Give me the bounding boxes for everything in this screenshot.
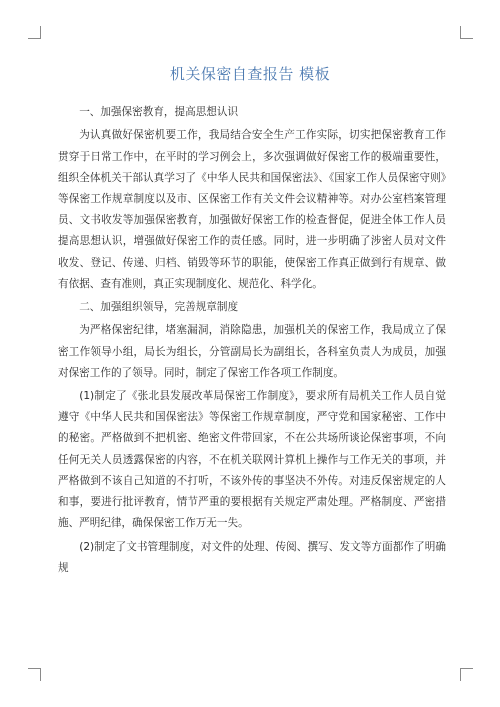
section-heading-2: 二、加强组织领导，完善规章制度 [79, 301, 239, 314]
page-corner-mark-bottom-left [28, 668, 41, 681]
document-body [58, 102, 446, 581]
document-title: 机关保密自查报告 模板 [169, 65, 331, 83]
section-heading-1: 一、加强保密教育，提高思想认识 [79, 106, 239, 118]
paragraph-3: (1)制定了《张北县发展改革局保密工作制度》，要求所有局机关工作人员自觉遵守《中华人民共和国保密法》等保密工作规章制度，严守党和国家秘密、工作中的秘密。严格做到不把机密、绝密文件带回家，不在公共场所谈论保密事项，不向任何无关人员透露保密的内容，不在机关联网计算机上操作与工作无关的事项，并严格做到不该自己知道的不打听，不该外传的事坚决不外传。对违反保密规定的人和事，要进行批评教育，情节严重的要根据有关规定严肃处理。严格制度、严密措施、严明纪律，确保保密工作万无一失。 [58, 390, 446, 530]
page-corner-mark-bottom-right [460, 668, 473, 681]
paragraph-2: 为严格保密纪律，堵塞漏洞，消除隐患，加强机关的保密工作，我局成立了保密工作领导小组，局长为组长，分管副局长为副组长，各科室负责人为成员，加强对保密工作的了领导。同时，制定了保密工作各项工作制度。 [58, 324, 446, 379]
paragraph-1: 为认真做好保密机要工作，我局结合安全生产工作实际，切实把保密教育工作贯穿于日常工作中，在平时的学习例会上，多次强调做好保密工作的极端重要性，组织全体机关干部认真学习了《中华人民共和国保密法》、《国家工作人员保密守则》等保密工作规章制度以及市、区保密工作有关文件会议精神等。对办公室档案管理员、文书收发等加强保密教育，加强做好保密工作的检查督促，促进全体工作人员提高思想认识，增强做好保密工作的责任感。同时，进一步明确了涉密人员对文件收发、登记、传递、归档、销毁等环节的职能，使保密工作真正做到行有规章、做有依据、查有准则，真正实现制度化、规范化、科学化。 [58, 129, 446, 290]
page-corner-mark-top-right [460, 26, 473, 39]
page-corner-mark-top-left [28, 26, 41, 39]
paragraph-4: (2)制定了文书管理制度，对文件的处理、传阅、撰写、发文等方面都作了明确规 [58, 540, 446, 574]
